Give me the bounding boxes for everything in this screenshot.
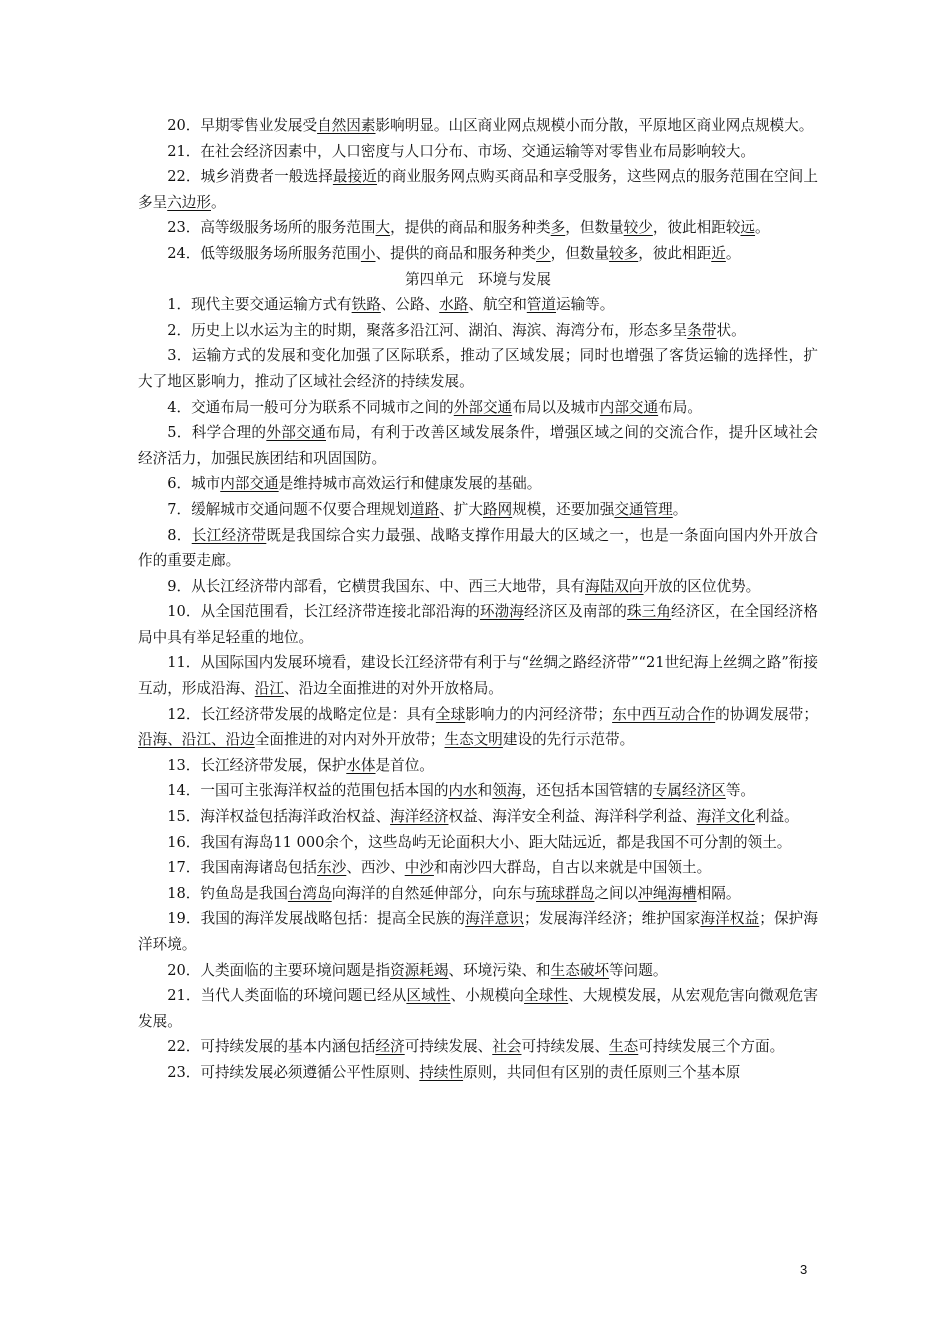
text-span: 13．长江经济带发展，保护 — [167, 756, 347, 774]
text-span: ；保护海洋环境。 — [138, 910, 818, 953]
text-span: 21．在社会经济因素中，人口密度与人口分布、市场、交通运输等对零售业布局影响较大。 — [167, 142, 755, 160]
key-term: 外部交通 — [453, 398, 513, 416]
key-term: 较少 — [623, 219, 653, 237]
text-span: 。 — [725, 244, 741, 262]
text-span: 1．现代主要交通运输方式有 — [167, 296, 352, 314]
text-span: 5．科学合理的 — [167, 424, 267, 442]
text-span: 22．城乡消费者一般选择 — [167, 168, 333, 186]
text-span: 24．低等级服务场所服务范围 — [167, 244, 361, 262]
key-term: 海洋文化 — [696, 808, 755, 826]
text-span: 的商业服务网点购买商品和享受服务，这些网点的服务范围在空间上多呈 — [138, 168, 818, 211]
list-item — [138, 523, 818, 574]
key-term: 台湾岛 — [287, 884, 332, 902]
text-span: 状。 — [716, 321, 746, 339]
list-item — [138, 420, 818, 471]
list-item — [138, 702, 818, 753]
text-span: 。 — [672, 500, 688, 518]
text-span: 14．一国可主张海洋权益的范围包括本国的 — [167, 782, 449, 800]
text-span: 影响力的内河经济带； — [465, 705, 613, 723]
key-term: 区域性 — [406, 987, 451, 1005]
text-span: 影响明显。山区商业网点规模小而分散，平原地区商业网点规模大。 — [375, 117, 814, 134]
text-span: 2．历史上以水运为主的时期，聚落多沿江河、湖泊、海滨、海湾分布，形态多呈 — [167, 321, 688, 339]
text-span: 19．我国的海洋发展战略包括：提高全民族的 — [167, 910, 466, 928]
text-span: 利益。 — [754, 808, 799, 826]
text-span: 20．人类面临的主要环境问题是指 — [167, 961, 391, 979]
key-term: 沿江 — [254, 680, 284, 698]
list-item — [138, 318, 818, 344]
text-span: ，但数量 — [550, 244, 610, 262]
text-span: 布局以及城市 — [512, 398, 600, 416]
key-term: 路网 — [482, 500, 513, 518]
document-body — [138, 113, 818, 1086]
key-term: 生态文明 — [444, 731, 503, 749]
key-term: 六边形 — [167, 193, 211, 211]
list-item — [138, 113, 818, 139]
text-span: 开放的区位优势。 — [643, 577, 761, 595]
text-span: 向海洋的自然延伸部分，向东与 — [331, 884, 537, 902]
text-span: 20．早期零售业发展受 — [167, 117, 318, 134]
key-term: 水体 — [346, 756, 376, 774]
key-term: 资源耗竭 — [390, 961, 449, 979]
list-item — [138, 830, 818, 856]
text-span: ，但数量 — [565, 219, 624, 237]
text-span: 4．交通布局一般可分为联系不同城市之间的 — [167, 398, 454, 416]
key-term: 东沙 — [317, 859, 347, 877]
text-span: 。 — [755, 219, 770, 237]
text-span: 、扩大 — [439, 500, 483, 518]
list-item — [138, 164, 818, 215]
key-term: 远 — [740, 219, 756, 237]
list-item — [138, 753, 818, 779]
text-span: 、航空和 — [468, 296, 527, 314]
list-item — [138, 241, 818, 267]
list-item — [138, 1034, 818, 1060]
text-span: ，彼此相距 — [638, 244, 712, 262]
key-term: 持续性 — [419, 1063, 464, 1081]
key-term: 条带 — [687, 321, 717, 339]
key-term: 长江经济带 — [191, 526, 267, 544]
text-span: 规模，还要加强 — [512, 500, 615, 518]
text-span: 6．城市 — [167, 475, 221, 493]
text-span: 、小规模向 — [450, 987, 525, 1005]
text-span: 的协调发展带； — [715, 705, 818, 723]
text-span: 可持续发展三个方面。 — [638, 1038, 785, 1056]
key-term: 经济 — [375, 1038, 405, 1056]
text-span: 可持续发展、 — [404, 1038, 493, 1056]
key-term: 东中西互动合作 — [612, 705, 716, 723]
key-term: 少 — [536, 244, 551, 262]
text-span: ，提供的商品和服务种类 — [390, 219, 551, 237]
text-span: 布局，有利于改善区域发展条件，增强区域之间的交流合作，提升区域社会经济活力，加强民族团结和巩固国防。 — [138, 424, 818, 467]
text-span: 、大规模发展，从宏观危害向微观危害发展。 — [138, 987, 818, 1030]
text-span: 、提供的商品和服务种类 — [375, 244, 537, 262]
text-span: 8． — [167, 526, 192, 544]
text-span: 23．高等级服务场所的服务范围 — [167, 219, 376, 237]
key-term: 多 — [550, 219, 566, 237]
list-item — [138, 804, 818, 830]
list-item — [138, 650, 818, 701]
list-item — [138, 855, 818, 881]
key-term: 管道 — [526, 296, 556, 314]
key-term: 外部交通 — [266, 424, 326, 442]
list-item — [138, 778, 818, 804]
key-term: 自然因素 — [317, 117, 376, 134]
text-span: 17．我国南海诸岛包括 — [167, 859, 318, 877]
key-term: 内部交通 — [220, 475, 279, 493]
text-span: 既是我国综合实力最强、战略支撑作用最大的区域之一，也是一条面向国内外开放合作的重要走廊。 — [138, 526, 818, 570]
key-term: 海洋权益 — [700, 910, 760, 928]
text-span: 是维持城市高效运行和健康发展的基础。 — [278, 475, 542, 493]
text-span: 、公路、 — [380, 296, 440, 314]
key-term: 社会 — [492, 1038, 522, 1056]
key-term: 全球 — [435, 705, 466, 723]
key-term: 内部交通 — [599, 398, 659, 416]
key-term: 海洋经济 — [390, 808, 449, 826]
text-span: 、环境污染、和 — [448, 961, 551, 979]
text-span: 建设的先行示范带。 — [502, 731, 635, 749]
list-item — [138, 881, 818, 907]
key-term: 领海 — [492, 782, 522, 800]
list-item — [138, 497, 818, 523]
text-span: 、西沙、 — [346, 859, 405, 877]
key-term: 较多 — [609, 244, 639, 262]
text-span: 原则，共同但有区别的责任原则三个基本原 — [463, 1063, 741, 1081]
key-term: 铁路 — [351, 296, 381, 314]
list-item — [138, 292, 818, 318]
text-span: ，彼此相距较 — [652, 219, 741, 237]
key-term: 道路 — [409, 500, 440, 518]
text-span: ，还包括本国管辖的 — [521, 782, 653, 800]
text-span: 9．从长江经济带内部看，它横贯我国东、中、西三大地带，具有 — [167, 577, 586, 595]
list-item — [138, 1060, 818, 1086]
text-span: 21．当代人类面临的环境问题已经从 — [167, 987, 407, 1005]
page-number: 3 — [800, 1262, 808, 1277]
text-span: 等问题。 — [609, 961, 668, 979]
text-span: ；发展海洋经济；维护国家 — [524, 910, 701, 928]
key-term: 珠三角 — [626, 603, 672, 621]
key-term: 全球性 — [524, 987, 569, 1005]
text-span: 经济区，在全国经济格局中具有举足轻重的地位。 — [138, 603, 818, 646]
text-span: 等。 — [725, 782, 756, 800]
text-span: 3．运输方式的发展和变化加强了区际联系，推动了区域发展；同时也增强了客货运输的选择性，扩大了地区影响力，推动了区域社会经济的持续发展。 — [138, 347, 818, 390]
list-item — [138, 958, 818, 984]
key-term: 内水 — [448, 782, 478, 800]
key-term: 冲绳海槽 — [638, 884, 697, 902]
text-span: 11．从国际国内发展环境看，建设长江经济带有利于与“丝绸之路经济带”“21世纪海上丝绸之路”衔接互动，形成沿海、 — [138, 654, 818, 698]
text-span: 15．海洋权益包括海洋政治权益、 — [167, 808, 391, 826]
key-term: 琉球群岛 — [536, 884, 595, 902]
list-item — [138, 215, 818, 241]
text-span: 可持续发展、 — [521, 1038, 610, 1056]
key-term: 沿海、沿江、沿边 — [138, 731, 255, 749]
list-item — [138, 343, 818, 394]
text-span: 权益、海洋安全利益、海洋科学利益、 — [448, 808, 697, 826]
text-span: 18．钓鱼岛是我国 — [167, 884, 288, 902]
key-term: 专属经济区 — [652, 782, 726, 800]
key-term: 交通管理 — [614, 500, 673, 518]
list-item — [138, 599, 818, 650]
key-term: 小 — [360, 244, 376, 262]
key-term: 生态 — [609, 1038, 639, 1056]
text-span: 。 — [211, 193, 226, 211]
text-span: 10．从全国范围看，长江经济带连接北部沿海的 — [167, 603, 480, 621]
list-item — [138, 395, 818, 421]
key-term: 海洋意识 — [465, 910, 525, 928]
text-span: 7．缓解城市交通问题不仅要合理规划 — [167, 500, 410, 518]
text-span: 16．我国有海岛11 000余个，这些岛屿无论面积大小、距大陆远近，都是我国不可分割的领土。 — [167, 833, 792, 851]
key-term: 近 — [711, 244, 726, 262]
text-span: 布局。 — [658, 398, 702, 416]
text-span: 全面推进的对内对外开放带； — [254, 731, 445, 749]
key-term: 海陆双向 — [585, 577, 644, 595]
text-span: 经济区及南部的 — [524, 603, 627, 621]
list-item — [138, 471, 818, 497]
key-term: 中沙 — [404, 859, 434, 877]
text-span: 运输等。 — [556, 296, 615, 314]
text-span: 和南沙四大群岛，自古以来就是中国领土。 — [433, 859, 712, 877]
list-item — [138, 574, 818, 600]
text-span: 相隔。 — [696, 884, 741, 902]
list-item — [138, 139, 818, 165]
text-span: 是首位。 — [375, 756, 434, 774]
key-term: 大 — [375, 219, 391, 237]
text-span: 22．可持续发展的基本内涵包括 — [167, 1038, 376, 1056]
text-span: 和 — [477, 782, 493, 800]
text-span: 12．长江经济带发展的战略定位是：具有 — [167, 705, 436, 723]
list-item — [138, 983, 818, 1034]
key-term: 最接近 — [332, 168, 378, 186]
list-item — [138, 906, 818, 957]
key-term: 环渤海 — [479, 603, 525, 621]
text-span: 23．可持续发展必须遵循公平性原则、 — [167, 1063, 420, 1081]
key-term: 生态破坏 — [550, 961, 610, 979]
section-heading: 第四单元 环境与发展 — [405, 270, 551, 288]
text-span: 、沿边全面推进的对外开放格局。 — [283, 680, 503, 698]
key-term: 水路 — [439, 296, 469, 314]
text-span: 之间以 — [594, 884, 639, 902]
